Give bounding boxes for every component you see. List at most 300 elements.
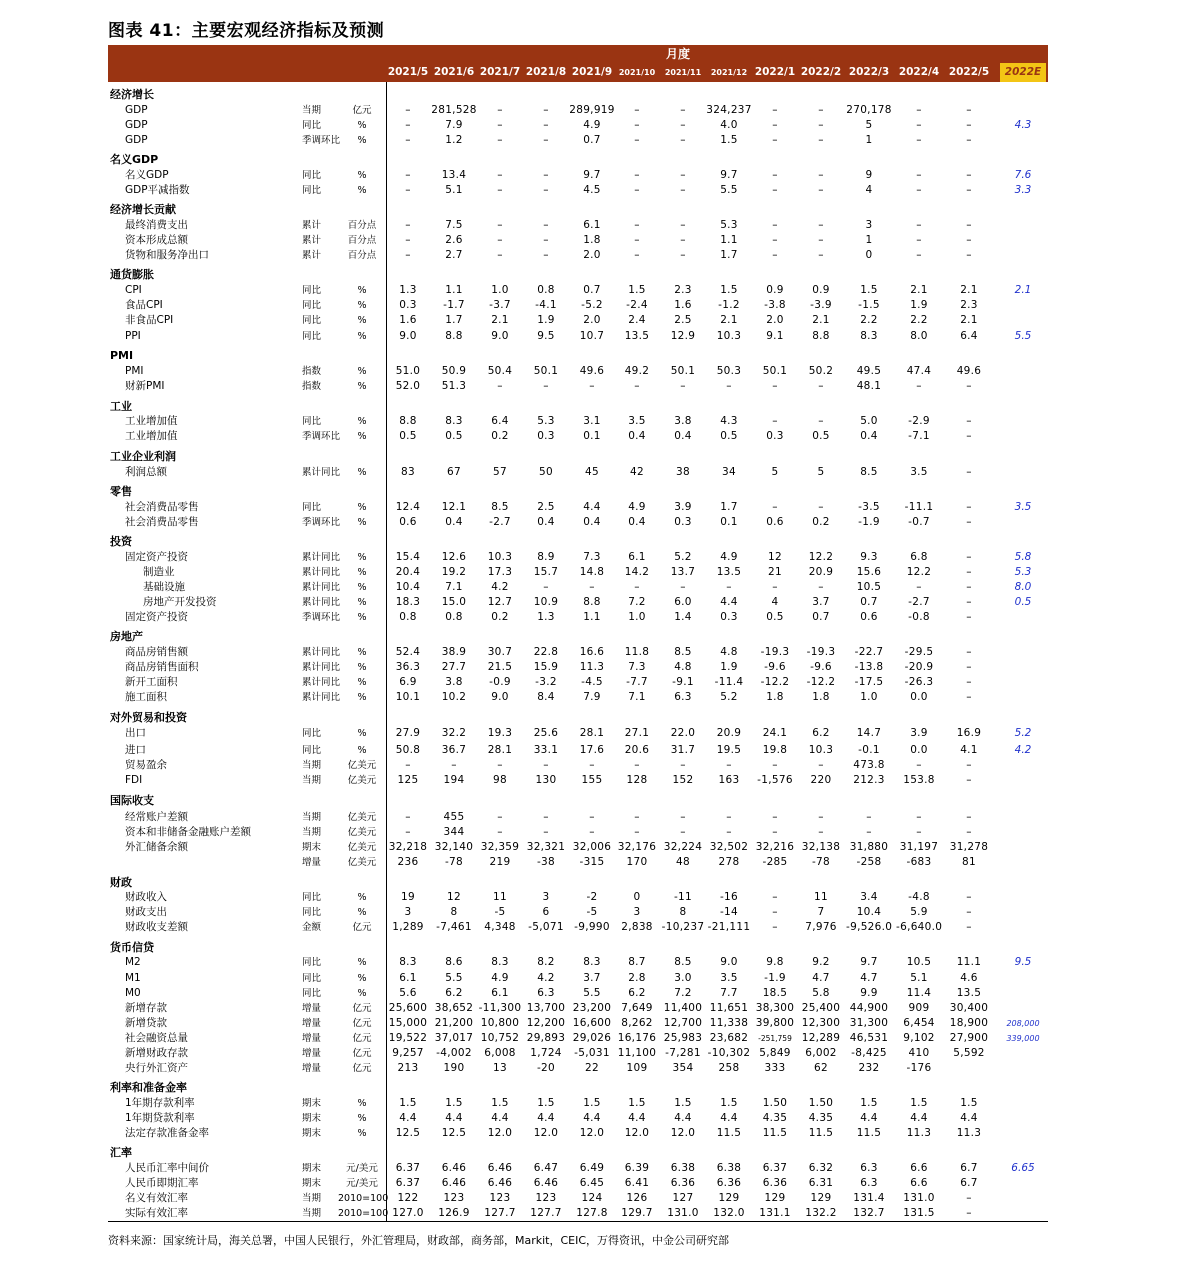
table-row xyxy=(0,500,1190,515)
table-row xyxy=(0,726,1190,741)
value-cell: 15.4 xyxy=(395,551,421,563)
indicator-name: 法定存款准备金率 xyxy=(125,1127,209,1139)
value-cell: 38 xyxy=(676,466,690,478)
value-cell: 1.3 xyxy=(399,284,417,296)
value-cell: 131.5 xyxy=(903,1207,935,1219)
value-cell: -14 xyxy=(719,906,739,918)
value-cell: 1.8 xyxy=(812,691,830,703)
measure-type: 同比 xyxy=(302,988,322,999)
value-cell: – xyxy=(966,134,972,146)
value-cell: 6.32 xyxy=(808,1162,834,1174)
value-cell: 0.7 xyxy=(583,284,601,296)
value-cell: 1.1 xyxy=(720,234,738,246)
value-cell: 2.5 xyxy=(674,314,692,326)
unit-label: % xyxy=(357,552,367,563)
value-cell: 11.3 xyxy=(579,661,605,673)
measure-type: 当期 xyxy=(302,775,322,786)
value-cell: 1.7 xyxy=(720,501,738,513)
value-cell: 0.4 xyxy=(537,516,555,528)
value-cell: – xyxy=(916,380,922,392)
value-cell: -176 xyxy=(906,1062,932,1074)
value-cell: -38 xyxy=(536,856,556,868)
value-cell: 0.4 xyxy=(583,516,601,528)
measure-type: 同比 xyxy=(302,416,322,427)
value-cell: 81 xyxy=(962,856,976,868)
value-cell: 8.5 xyxy=(491,501,509,513)
value-cell: – xyxy=(966,646,972,658)
value-cell: 6.46 xyxy=(441,1162,467,1174)
value-cell: 1.5 xyxy=(399,1097,417,1109)
value-cell: – xyxy=(543,759,549,771)
measure-type: 同比 xyxy=(302,331,322,342)
value-cell: 289,919 xyxy=(569,104,615,116)
value-cell: 10.3 xyxy=(487,551,513,563)
value-cell: 32,359 xyxy=(480,841,520,853)
section-row xyxy=(0,1080,1190,1095)
value-cell: 17.6 xyxy=(579,744,605,756)
value-cell: 9.0 xyxy=(399,330,417,342)
value-cell: 19 xyxy=(401,891,415,903)
value-cell: -1.9 xyxy=(858,516,880,528)
value-cell: 8.7 xyxy=(628,956,646,968)
value-cell: 1.5 xyxy=(960,1097,978,1109)
value-cell: 49.2 xyxy=(624,365,650,377)
value-cell: 2.3 xyxy=(960,299,978,311)
value-cell: 129 xyxy=(718,1192,740,1204)
unit-label: % xyxy=(357,973,367,984)
value-cell: 236 xyxy=(397,856,419,868)
value-cell: 27.7 xyxy=(441,661,467,673)
value-cell: 9.8 xyxy=(766,956,784,968)
value-cell: – xyxy=(772,811,778,823)
measure-type: 累计同比 xyxy=(302,692,341,703)
value-cell: 32,224 xyxy=(663,841,703,853)
value-cell: 11.4 xyxy=(906,987,932,999)
value-cell: 4 xyxy=(771,596,779,608)
value-cell: 6.36 xyxy=(716,1177,742,1189)
indicator-name: 新增财政存款 xyxy=(125,1047,188,1059)
value-cell: – xyxy=(589,581,595,593)
value-cell: -3.9 xyxy=(810,299,832,311)
value-cell: 32,140 xyxy=(434,841,474,853)
measure-type: 同比 xyxy=(302,315,322,326)
value-cell: – xyxy=(966,611,972,623)
value-cell: 7.5 xyxy=(445,219,463,231)
value-cell: 45 xyxy=(585,466,599,478)
value-cell: – xyxy=(589,380,595,392)
value-cell: 4.4 xyxy=(720,596,738,608)
value-cell: 31,300 xyxy=(849,1017,889,1029)
value-cell: 4.4 xyxy=(860,1112,878,1124)
measure-type: 同比 xyxy=(302,907,322,918)
value-cell: 67 xyxy=(447,466,461,478)
value-cell: 16.6 xyxy=(579,646,605,658)
value-cell: 1.5 xyxy=(537,1097,555,1109)
value-cell: 9.2 xyxy=(812,956,830,968)
value-cell: – xyxy=(589,826,595,838)
value-cell: 12.0 xyxy=(579,1127,605,1139)
unit-label: % xyxy=(357,300,367,311)
section-title: 工业企业利润 xyxy=(110,450,176,463)
value-cell: 10,752 xyxy=(480,1032,520,1044)
value-cell: 22.0 xyxy=(670,727,696,739)
value-cell: – xyxy=(772,184,778,196)
value-cell: 13 xyxy=(493,1062,507,1074)
indicator-name: 出口 xyxy=(125,727,146,739)
section-title: 通货膨胀 xyxy=(110,268,154,281)
section-title: 汇率 xyxy=(110,1146,132,1159)
unit-label: % xyxy=(357,988,367,999)
value-cell: – xyxy=(772,826,778,838)
value-cell: 4,348 xyxy=(484,921,516,933)
value-cell: 131.4 xyxy=(853,1192,885,1204)
month-group-label: 月度 xyxy=(665,47,690,61)
value-cell: 8.0 xyxy=(910,330,928,342)
value-cell: -3.7 xyxy=(489,299,511,311)
indicator-name: 财政支出 xyxy=(125,906,167,918)
value-cell: -1.9 xyxy=(764,972,786,984)
value-cell: – xyxy=(818,234,824,246)
value-cell: 4.9 xyxy=(720,551,738,563)
table-row xyxy=(0,515,1190,530)
section-title: 房地产 xyxy=(110,630,143,643)
value-cell: – xyxy=(966,759,972,771)
indicator-name: 名义有效汇率 xyxy=(125,1192,188,1204)
value-cell: 8.2 xyxy=(537,956,555,968)
value-cell: 30,400 xyxy=(949,1002,989,1014)
measure-type: 累计同比 xyxy=(302,662,341,673)
value-cell: 52.4 xyxy=(395,646,421,658)
value-cell: -6,640.0 xyxy=(896,921,943,933)
month-header-cell: 2021/7 xyxy=(479,66,521,78)
value-cell: 50.8 xyxy=(395,744,421,756)
table-row xyxy=(0,429,1190,444)
value-cell: – xyxy=(634,184,640,196)
value-cell: 232 xyxy=(858,1062,880,1074)
section-title: 经济增长贡献 xyxy=(110,203,176,216)
measure-type: 增量 xyxy=(302,1018,322,1029)
forecast-value: 0.5 xyxy=(1014,596,1032,608)
value-cell: – xyxy=(589,811,595,823)
value-cell: 12.4 xyxy=(395,501,421,513)
value-cell: 5,849 xyxy=(759,1047,791,1059)
value-cell: 23,682 xyxy=(709,1032,749,1044)
value-cell: 0.7 xyxy=(860,596,878,608)
value-cell: 0.7 xyxy=(583,134,601,146)
value-cell: 12.2 xyxy=(906,566,932,578)
value-cell: 152 xyxy=(672,774,694,786)
forecast-value: 4.3 xyxy=(1014,119,1032,131)
table-row xyxy=(0,1111,1190,1126)
value-cell: 57 xyxy=(493,466,507,478)
value-cell: 5.5 xyxy=(720,184,738,196)
value-cell: 12.0 xyxy=(624,1127,650,1139)
value-cell: 6.2 xyxy=(812,727,830,739)
value-cell: 2.1 xyxy=(960,314,978,326)
value-cell: – xyxy=(680,811,686,823)
value-cell: 3.8 xyxy=(445,676,463,688)
section-row xyxy=(0,267,1190,282)
value-cell: 32.2 xyxy=(441,727,467,739)
value-cell: 13.4 xyxy=(441,169,467,181)
unit-label: % xyxy=(357,285,367,296)
value-cell: 0.3 xyxy=(720,611,738,623)
measure-type: 季调环比 xyxy=(302,135,341,146)
value-cell: 1.0 xyxy=(491,284,509,296)
value-cell: 3 xyxy=(633,906,641,918)
value-cell: 1.5 xyxy=(720,284,738,296)
month-header-cell: 2022/3 xyxy=(848,66,890,78)
value-cell: -10,302 xyxy=(707,1047,751,1059)
value-cell: – xyxy=(916,811,922,823)
value-cell: 9.7 xyxy=(720,169,738,181)
value-cell: -3.2 xyxy=(535,676,557,688)
measure-type: 累计同比 xyxy=(302,552,341,563)
value-cell: – xyxy=(497,234,503,246)
table-row xyxy=(0,986,1190,1001)
value-cell: 11.5 xyxy=(808,1127,834,1139)
value-cell: 6.46 xyxy=(533,1177,559,1189)
value-cell: 5 xyxy=(817,466,825,478)
value-cell: 1 xyxy=(865,234,873,246)
value-cell: 130 xyxy=(535,774,557,786)
value-cell: – xyxy=(405,169,411,181)
value-cell: 0.8 xyxy=(537,284,555,296)
value-cell: 5.1 xyxy=(445,184,463,196)
value-cell: 123 xyxy=(443,1192,465,1204)
value-cell: 50.9 xyxy=(441,365,467,377)
unit-label: % xyxy=(357,597,367,608)
value-cell: 4.4 xyxy=(583,501,601,513)
value-cell: 1.6 xyxy=(399,314,417,326)
value-cell: – xyxy=(680,234,686,246)
measure-type: 期末 xyxy=(302,1098,322,1109)
value-cell: -78 xyxy=(444,856,464,868)
value-cell: 15,000 xyxy=(388,1017,428,1029)
section-row xyxy=(0,484,1190,499)
value-cell: 0.0 xyxy=(910,691,928,703)
forecast-value: 5.2 xyxy=(1014,727,1032,739)
value-cell: – xyxy=(497,104,503,116)
value-cell: 1.5 xyxy=(445,1097,463,1109)
unit-label: % xyxy=(357,315,367,326)
value-cell: 281,528 xyxy=(431,104,477,116)
value-cell: – xyxy=(726,826,732,838)
value-cell: – xyxy=(916,119,922,131)
value-cell: – xyxy=(405,104,411,116)
indicator-name: PMI xyxy=(125,365,144,377)
table-row xyxy=(0,758,1190,773)
unit-label: % xyxy=(357,677,367,688)
table-row xyxy=(0,690,1190,705)
measure-type: 同比 xyxy=(302,892,322,903)
value-cell: 0.1 xyxy=(583,430,601,442)
value-cell: 36.3 xyxy=(395,661,421,673)
header-month-bar xyxy=(108,45,1048,63)
value-cell: 6.47 xyxy=(533,1162,559,1174)
value-cell: 11,651 xyxy=(709,1002,749,1014)
forecast-value: 3.5 xyxy=(1014,501,1032,513)
value-cell: – xyxy=(680,826,686,838)
value-cell: – xyxy=(818,184,824,196)
value-cell: 18.5 xyxy=(762,987,788,999)
value-cell: -4.5 xyxy=(581,676,603,688)
indicator-name: 财政收支差额 xyxy=(125,921,188,933)
value-cell: 9.9 xyxy=(860,987,878,999)
value-cell: -13.8 xyxy=(854,661,884,673)
value-cell: 62 xyxy=(814,1062,828,1074)
measure-type: 期末 xyxy=(302,1128,322,1139)
value-cell: 1,724 xyxy=(530,1047,562,1059)
value-cell: 4.1 xyxy=(960,744,978,756)
indicator-name: 最终消费支出 xyxy=(125,219,188,231)
value-cell: 1.0 xyxy=(628,611,646,623)
value-cell: -17.5 xyxy=(854,676,884,688)
value-cell: 6.7 xyxy=(960,1177,978,1189)
value-cell: – xyxy=(634,234,640,246)
unit-label: 亿美元 xyxy=(347,775,377,786)
value-cell: – xyxy=(818,169,824,181)
value-cell: – xyxy=(966,234,972,246)
value-cell: 3 xyxy=(865,219,873,231)
unit-label: % xyxy=(357,517,367,528)
value-cell: 0.1 xyxy=(720,516,738,528)
value-cell: -78 xyxy=(811,856,831,868)
unit-label: % xyxy=(357,957,367,968)
value-cell: – xyxy=(634,380,640,392)
table-row xyxy=(0,855,1190,870)
value-cell: 6.3 xyxy=(537,987,555,999)
value-cell: 12.6 xyxy=(441,551,467,563)
value-cell: 0.4 xyxy=(628,430,646,442)
value-cell: 6.1 xyxy=(491,987,509,999)
section-row xyxy=(0,87,1190,102)
value-cell: – xyxy=(966,249,972,261)
indicator-name: 新增存款 xyxy=(125,1002,167,1014)
unit-label: 亿元 xyxy=(352,1063,372,1074)
value-cell: 23,200 xyxy=(572,1002,612,1014)
measure-type: 累计同比 xyxy=(302,597,341,608)
value-cell: -683 xyxy=(906,856,932,868)
value-cell: 22 xyxy=(585,1062,599,1074)
section-title: 国际收支 xyxy=(110,794,154,807)
table-row xyxy=(0,840,1190,855)
value-cell: – xyxy=(497,249,503,261)
value-cell: 15.0 xyxy=(441,596,467,608)
unit-label: 2010=100 xyxy=(338,1193,389,1204)
indicator-name: 名义GDP xyxy=(125,169,169,181)
value-cell: 2.4 xyxy=(628,314,646,326)
month-header-cell: 2021/8 xyxy=(525,66,567,78)
value-cell: 20.4 xyxy=(395,566,421,578)
table-row xyxy=(0,1016,1190,1031)
value-cell: 52.0 xyxy=(395,380,421,392)
section-row xyxy=(0,202,1190,217)
value-cell: 0.8 xyxy=(445,611,463,623)
table-row xyxy=(0,233,1190,248)
unit-label: % xyxy=(357,662,367,673)
value-cell: 31,197 xyxy=(899,841,939,853)
value-cell: 4.5 xyxy=(583,184,601,196)
value-cell: 4.35 xyxy=(808,1112,834,1124)
value-cell: 129 xyxy=(810,1192,832,1204)
value-cell: – xyxy=(966,415,972,427)
value-cell: 0.6 xyxy=(860,611,878,623)
measure-type: 指数 xyxy=(302,381,322,392)
value-cell: 2.5 xyxy=(537,501,555,513)
indicator-name: M0 xyxy=(125,987,141,999)
value-cell: -4.8 xyxy=(908,891,930,903)
value-cell: – xyxy=(634,134,640,146)
indicator-name: GDP xyxy=(125,119,148,131)
value-cell: – xyxy=(966,566,972,578)
value-cell: 9.0 xyxy=(491,691,509,703)
value-cell: 10.3 xyxy=(716,330,742,342)
value-cell: 9,257 xyxy=(392,1047,424,1059)
value-cell: – xyxy=(680,219,686,231)
value-cell: – xyxy=(497,184,503,196)
value-cell: – xyxy=(966,119,972,131)
unit-label: 百分点 xyxy=(347,250,377,261)
unit-label: 亿美元 xyxy=(347,842,377,853)
value-cell: 0.6 xyxy=(766,516,784,528)
measure-type: 累计 xyxy=(302,250,322,261)
measure-type: 同比 xyxy=(302,502,322,513)
value-cell: 1.50 xyxy=(762,1097,788,1109)
value-cell: 909 xyxy=(908,1002,930,1014)
value-cell: 44,900 xyxy=(849,1002,889,1014)
value-cell: 1.5 xyxy=(583,1097,601,1109)
value-cell: 6.6 xyxy=(910,1177,928,1189)
table-row xyxy=(0,1031,1190,1046)
value-cell: – xyxy=(634,581,640,593)
value-cell: 19.5 xyxy=(716,744,742,756)
value-cell: -12.2 xyxy=(806,676,836,688)
value-cell: 7.9 xyxy=(583,691,601,703)
value-cell: 5.2 xyxy=(674,551,692,563)
value-cell: -11.4 xyxy=(714,676,744,688)
value-cell: – xyxy=(726,759,732,771)
section-title: 财政 xyxy=(110,876,132,889)
unit-label: 亿元 xyxy=(352,1048,372,1059)
value-cell: 11.1 xyxy=(956,956,982,968)
unit-label: 亿元 xyxy=(352,1018,372,1029)
value-cell: -22.7 xyxy=(854,646,884,658)
indicator-name: 新增贷款 xyxy=(125,1017,167,1029)
value-cell: 127.0 xyxy=(392,1207,424,1219)
value-cell: 8 xyxy=(679,906,687,918)
value-cell: 31.7 xyxy=(670,744,696,756)
indicator-name: 制造业 xyxy=(143,566,175,578)
value-cell: 12.0 xyxy=(487,1127,513,1139)
value-cell: 6.36 xyxy=(762,1177,788,1189)
value-cell: 4.9 xyxy=(491,972,509,984)
measure-type: 累计同比 xyxy=(302,647,341,658)
section-row xyxy=(0,348,1190,363)
value-cell: 1.4 xyxy=(674,611,692,623)
value-cell: – xyxy=(772,134,778,146)
value-cell: – xyxy=(916,249,922,261)
value-cell: – xyxy=(772,249,778,261)
indicator-name: M2 xyxy=(125,956,141,968)
value-cell: 129.7 xyxy=(621,1207,653,1219)
value-cell: 8.3 xyxy=(491,956,509,968)
value-cell: – xyxy=(818,380,824,392)
value-cell: 4.4 xyxy=(399,1112,417,1124)
value-cell: 5 xyxy=(771,466,779,478)
value-cell: 131.0 xyxy=(667,1207,699,1219)
value-cell: 0.4 xyxy=(674,430,692,442)
